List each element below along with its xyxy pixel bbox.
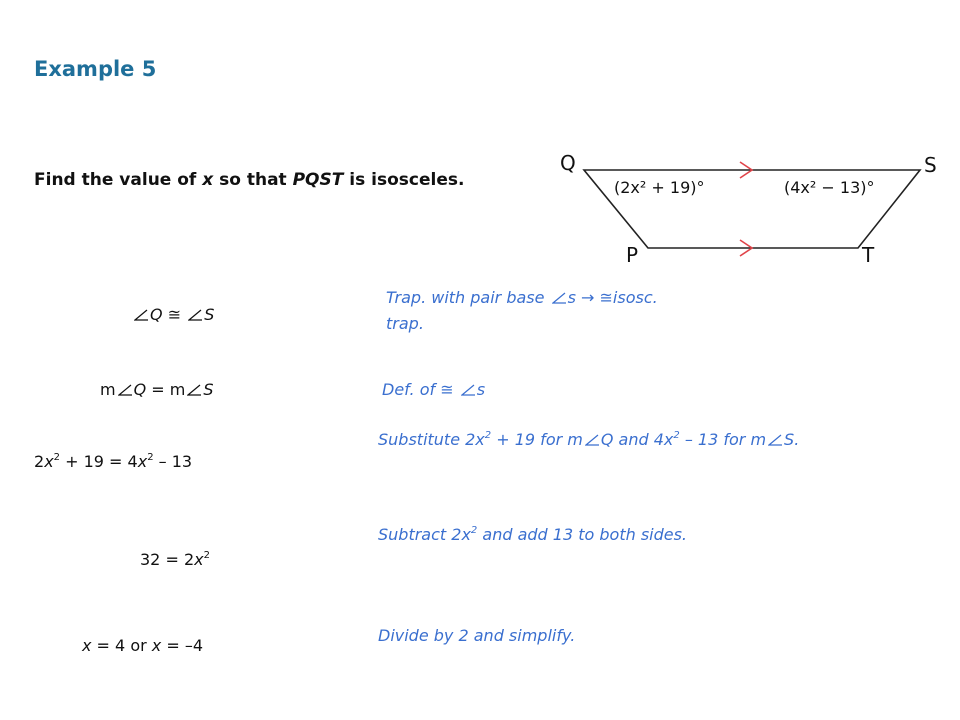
angle-s-measure: (4x² − 13)° <box>784 178 875 197</box>
step-2-eq: = m <box>146 380 186 399</box>
angle-icon <box>188 309 202 321</box>
step-4-reason-exp: 2 <box>470 525 478 536</box>
step-4-reason-b: and add 13 to both sides. <box>477 525 688 544</box>
step-3-reason-exp: 2 <box>484 430 492 441</box>
step-4-statement <box>140 550 210 569</box>
step-5-x2: x <box>151 636 162 655</box>
angle-icon <box>187 384 201 396</box>
step-5-a: = 4 or <box>91 636 152 655</box>
step-3-x2: x <box>137 452 148 471</box>
step-1-statement <box>132 305 214 324</box>
step-3-reason-a: Substitute 2x <box>378 430 485 449</box>
step-3-reason-c: – 13 for m <box>679 430 767 449</box>
vertex-q-label: Q <box>560 151 576 175</box>
step-1-cong: ≅ <box>167 305 182 324</box>
step-1-reason-line2: trap. <box>386 314 424 333</box>
step-1-q: Q <box>150 305 163 324</box>
step-3-a: 2 <box>34 452 45 471</box>
problem-shape: PQST <box>292 170 344 190</box>
step-1-s: S <box>204 305 215 324</box>
step-4-reason <box>378 525 687 544</box>
step-2-s: S <box>203 380 214 399</box>
angle-icon <box>134 309 148 321</box>
problem-var: x <box>202 170 214 190</box>
step-3-reason-q: Q and 4x <box>600 430 674 449</box>
step-5-b: = –4 <box>161 636 203 655</box>
problem-text-post: is isosceles. <box>343 170 465 190</box>
problem-statement <box>34 170 464 190</box>
vertex-p-label: P <box>626 243 639 266</box>
trapezoid-figure <box>558 148 942 266</box>
step-5-x1: x <box>82 636 92 655</box>
trapezoid-diagram <box>558 148 942 266</box>
angle-icon <box>461 384 475 396</box>
step-1-reason <box>386 285 658 337</box>
angle-q-measure: (2x² + 19)° <box>614 178 705 197</box>
angle-icon <box>585 434 599 446</box>
step-3-b: + 19 = 4 <box>60 452 138 471</box>
step-4-exp: 2 <box>203 550 210 561</box>
problem-text-mid: so that <box>213 170 293 190</box>
step-2-reason-cong: ≅ <box>440 380 454 399</box>
step-3-exp: 2 <box>53 452 61 463</box>
step-3-exp2: 2 <box>147 452 154 463</box>
step-3-statement <box>34 452 192 471</box>
angle-icon <box>118 384 132 396</box>
step-2-reason-a: Def. of <box>382 380 441 399</box>
step-4-a: 32 = 2 <box>140 550 195 569</box>
step-2-q: Q <box>133 380 147 399</box>
angle-icon <box>768 434 782 446</box>
angle-icon <box>552 292 566 304</box>
step-5-statement <box>82 636 203 655</box>
step-1-reason-s: s <box>567 288 576 307</box>
step-4-reason-a: Subtract 2x <box>378 525 471 544</box>
problem-text-pre: Find the value of <box>34 170 203 190</box>
step-3-x: x <box>44 452 54 471</box>
step-2-reason <box>382 380 485 399</box>
step-1-reason-cong: ≅ <box>599 288 613 307</box>
step-1-reason-arrow: → <box>581 288 595 307</box>
step-1-reason-tail: isosc. <box>612 288 658 307</box>
step-1-reason-text: Trap. with pair base <box>386 288 545 307</box>
step-3-c: – 13 <box>153 452 193 471</box>
step-3-reason <box>378 430 799 449</box>
step-4-x: x <box>194 550 204 569</box>
step-2-reason-s: s <box>476 380 486 399</box>
step-5-reason: Divide by 2 and simplify. <box>378 626 576 645</box>
step-2-m: m <box>100 380 116 399</box>
step-3-reason-exp2: 2 <box>673 430 680 441</box>
vertex-s-label: S <box>924 153 937 177</box>
step-3-reason-b: + 19 for m <box>491 430 583 449</box>
step-2-statement <box>100 380 214 399</box>
page-title: Example 5 <box>34 57 157 81</box>
step-3-reason-s: S. <box>784 430 800 449</box>
vertex-t-label: T <box>862 243 875 266</box>
